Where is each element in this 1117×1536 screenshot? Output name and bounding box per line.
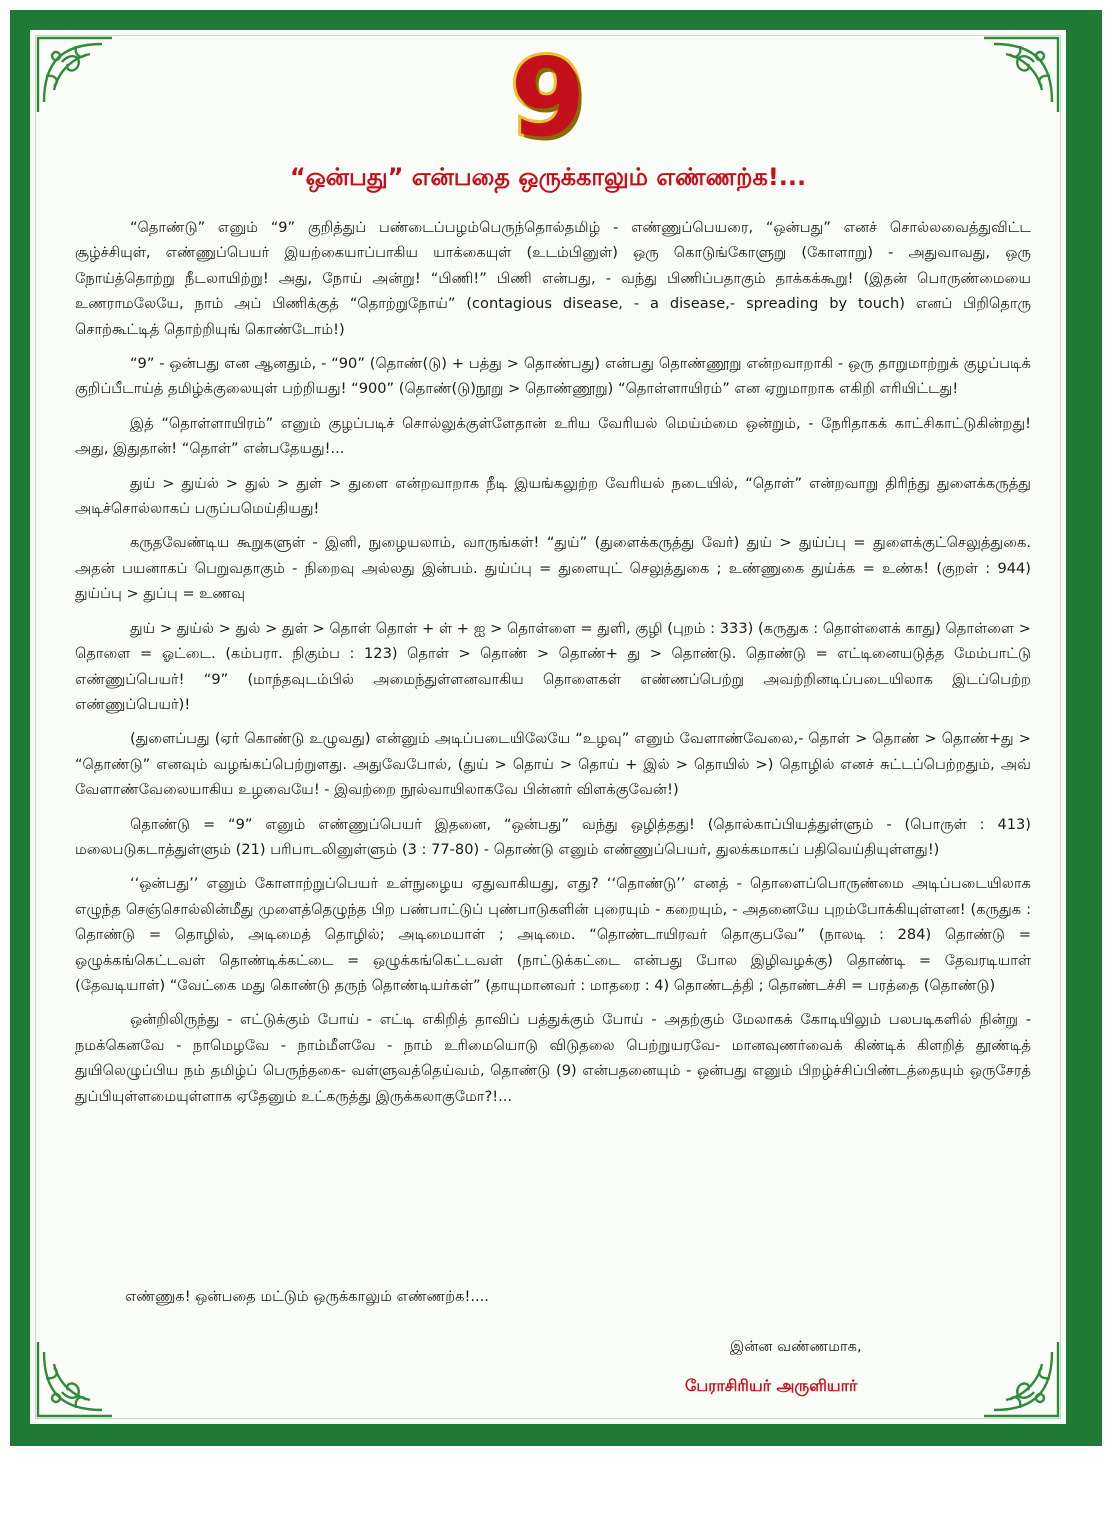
document-panel bbox=[30, 30, 1066, 1424]
greeting: இன்ன வண்ணமாக, bbox=[730, 1338, 862, 1355]
paragraph: “தொண்டு” எனும் “9” குறித்துப் பண்டைப்பழம்பெருந்தொல்தமிழ் - எண்ணுப்பெயரை, “ஒன்பது” எனச் சொல்லவைத்துவிட்ட சூழ்ச்சியுள், எண்ணுப்பெயர் இயற்கையாப்பாகிய யாக்கையுள் (உடம்பினுள்) ஒரு கொடுங்கோளுறு (கோளாறு) - அதுவாவது, ஒரு நோய்த்தொற்று நீடலாயிற்று! அது, நோய் அன்று! “பிணி!” பிணி என்பது, - வந்து பிணிப்பதாகும் தாக்கக்கூறு! (இதன் பொருண்மையை உணராமலேயே, நாம் அப் பிணிக்குத் “தொற்றுநோய்” (contagious disease, - a disease,- spreading by touch) எனப் பிறிதொரு சொற்கூட்டித் தொற்றியுங் கொண்டோம்!) bbox=[75, 219, 1031, 338]
headline-number: 9 bbox=[510, 36, 586, 161]
paragraph: கருதவேண்டிய கூறுகளுள் - இனி, நுழையலாம், வாருங்கள்! “துய்” (துளைக்கருத்து வேர்) துய் > துய்ப்பு = துளைக்குட்செலுத்துகை. அதன் பயனாகப் பெறுவதாகும் - நிறைவு அல்லது இன்பம். துய்ப்பு = துளையுட் செலுத்துகை ; உண்ணுகை துய்க்க = உண்க! (குறள் : 944) துய்ப்பு > துப்பு = உணவு bbox=[75, 534, 1031, 603]
paragraph: (துளைப்பது (ஏர் கொண்டு உழுவது) என்னும் அடிப்படையிலேயே “உழவு” எனும் வேளாண்வேலை,- தொள் > தொண் > தொண்+து > “தொண்டு” எனவும் வழங்கப்பெற்றுளது. அதுவேபோல், (துய் > தொய் > தொய் + இல் > தொயில் >) தொழில் எனச் சுட்டப்பெற்றதும், அவ் வேளாண்வேலையாகிய உழவையே! - இவற்றை நூல்வாயிலாகவே பின்னர் விளக்குவேன்!) bbox=[75, 730, 1031, 799]
paragraph: துய் > துய்ல் > துல் > துள் > துளை என்றவாறாக நீடி இயங்கலுற்ற வேரியல் நடையில், “தொள்” என்றவாறு திரிந்து துளைக்கருத்து அடிச்சொல்லாகப் பருப்பமெய்தியது! bbox=[75, 474, 1031, 518]
paragraph: ‘‘ஒன்பது’’ எனும் கோளாற்றுப்பெயர் உள்நுழைய ஏதுவாகியது, எது? ‘‘தொண்டு’’ எனத் - தொளைப்பொருண்மை அடிப்படையிலாக எழுந்த செஞ்சொல்லின்மீது முளைத்தெழுந்த பிற பண்பாட்டுப் புண்பாடுகளின் புரையும் - கறையும், - அதனையே புறம்போக்கியுள்ளன! (கருதுக : தொண்டு = தொழில், அடிமைத் தொழில்; அடிமையாள் ; அடிமை. “தொண்டாயிரவர் தொகுபவே” (நாலடி : 284) தொண்டு = ஒழுக்கங்கெட்டவள் தொண்டிக்கட்டை = ஒழுக்கங்கெட்டவள் (நாட்டுக்கட்டை என்பது போல இழிவழக்கு) தொண்டி = தேவரடியாள் (தேவடியாள்) “வேட்கை மது கொண்டு தருந் தொண்டியர்கள்” (தாயுமானவர் : மாதரை : 4) தொண்டத்தி ; தொண்டச்சி = பரத்தை (தொண்டு) bbox=[75, 875, 1031, 994]
green-border-frame bbox=[10, 10, 1102, 1446]
paragraph: இத் “தொள்ளாயிரம்” எனும் குழப்படிச் சொல்லுக்குள்ளேதான் உரிய வேரியல் மெய்ம்மை ஒன்றும், - நேரிதாகக் காட்சிகாட்டுகின்றது! அது, இதுதான்! “தொள்” என்பதேயது!... bbox=[75, 414, 1031, 458]
author-signature: பேராசிரியர் அருளியார் bbox=[685, 1376, 858, 1395]
closing-line: எண்ணுக! ஒன்பதை மட்டும் ஒருக்காலும் எண்ணற்க!.... bbox=[125, 1288, 489, 1305]
floral-corner-ornament-icon bbox=[980, 1338, 1064, 1422]
floral-corner-ornament-icon bbox=[32, 1338, 116, 1422]
page-title: “ஒன்பது” என்பதை ஒருக்காலும் எண்ணற்க!... bbox=[289, 163, 807, 191]
paragraph: ஒன்றிலிருந்து - எட்டுக்கும் போய் - எட்டி எகிறித் தாவிப் பத்துக்கும் போய் - அதற்கும் மேலாகக் கோடியிலும் பலபடிகளில் நின்று - நமக்கெனவே - நாமெழவே - நாம்மீளவே - நாம் உரிமையொடு விடுதலை பெற்றுயரவே- மானவுணர்வைக் கிண்டிக் கிளறித் தூண்டித் துயிலெழுப்பிய நம் தமிழ்ப் பெருந்தகை- வள்ளுவத்தெய்வம், தொண்டு (9) என்பதனையும் - ஒன்பது எனும் பிறழ்ச்சிப்பிண்டத்தையும் ஒருசேரத் துப்பியுள்ளமையுள்ளாக ஏதேனும் உட்கருத்து இருக்கலாகுமோ?!... bbox=[75, 1011, 1031, 1105]
paragraph: துய் > துய்ல் > துல் > துள் > தொள் தொள் + ள் + ஐ > தொள்ளை = துளி, குழி (புறம் : 333) (கருதுக : தொள்ளைக் காது) தொள்ளை > தொளை = ஓட்டை. (கம்பரா. நிகும்ப : 123) தொள் > தொண் > தொண்+ து > தொண்டு. தொண்டு = எட்டினையடுத்த மேம்பாட்டு எண்ணுப்பெயர்! “9” (மாந்தவுடம்பில் அமைந்துள்ளனவாகிய தொளைகள் எண்ணப்பெற்று அவற்றினடிப்படையிலாக இடப்பெற்ற எண்ணுப்பெயர்)! bbox=[75, 619, 1031, 713]
paragraph: “9” - ஒன்பது என ஆனதும், - “90” (தொண்(டு) + பத்து > தொண்பது) என்பது தொண்ணூறு என்றவாறாகி - ஒரு தாறுமாற்றுக் குழப்படிக் குறிப்பீடாய்த் தமிழ்க்குலையுள் பற்றியது! “900” (தொண்(டு)நூறு > தொண்ணூறு) “தொள்ளாயிரம்” என ஏறுமாறாக எகிறி எரியிட்டது! bbox=[75, 355, 1031, 398]
paragraph: தொண்டு = “9” எனும் எண்ணுப்பெயர் இதனை, “ஒன்பது” வந்து ஒழித்தது! (தொல்காப்பியத்துள்ளும் - (பொருள் : 413) மலைபடுகடாத்துள்ளும் (21) பரிபாடலினுள்ளும் (3 : 77-80) - தொண்டு எனும் எண்ணுப்பெயர், துலக்கமாகப் பதிவெய்தியுள்ளது!) bbox=[75, 815, 1031, 858]
article-body bbox=[75, 215, 1031, 1118]
